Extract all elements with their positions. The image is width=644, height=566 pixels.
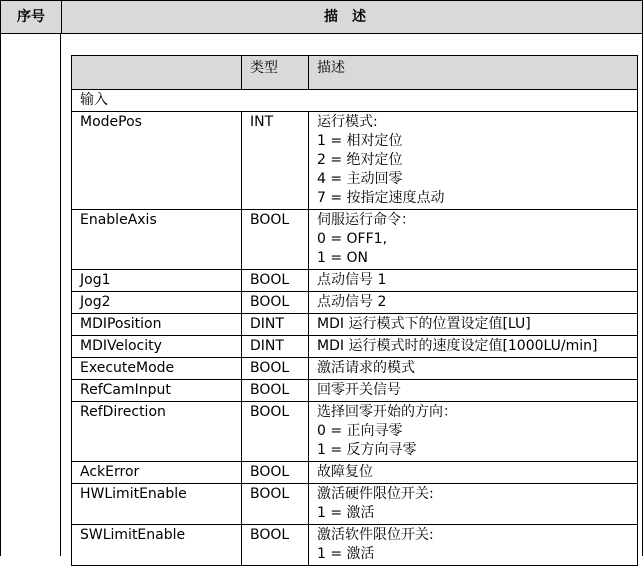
param-type-cell: DINT bbox=[242, 336, 309, 358]
table-row bbox=[72, 484, 638, 525]
outer-column-divider bbox=[60, 34, 61, 556]
param-name-cell: EnableAxis bbox=[72, 210, 242, 270]
description-line: 激活软件限位开关: bbox=[317, 527, 434, 543]
header-description-cell: 描述 bbox=[309, 56, 638, 90]
param-description-cell bbox=[309, 525, 638, 566]
param-name-cell: HWLimitEnable bbox=[72, 484, 242, 525]
param-name-cell: ModePos bbox=[72, 112, 242, 210]
param-type-cell: BOOL bbox=[242, 270, 309, 292]
param-type-cell: BOOL bbox=[242, 380, 309, 402]
param-name-cell: Jog2 bbox=[72, 292, 242, 314]
param-name-cell: MDIPosition bbox=[72, 314, 242, 336]
parameter-table bbox=[71, 55, 638, 566]
param-type-cell: BOOL bbox=[242, 292, 309, 314]
table-row bbox=[72, 292, 638, 314]
param-description-cell bbox=[309, 402, 638, 462]
param-description-cell bbox=[309, 358, 638, 380]
description-line: 1 = 相对定位 bbox=[317, 133, 403, 149]
param-name-cell: Jog1 bbox=[72, 270, 242, 292]
description-line: 回零开关信号 bbox=[317, 382, 401, 398]
description-line: 7 = 按指定速度点动 bbox=[317, 190, 445, 206]
param-type-cell: BOOL bbox=[242, 462, 309, 484]
section-row bbox=[72, 90, 638, 112]
param-description-cell bbox=[309, 462, 638, 484]
param-name-cell: RefCamInput bbox=[72, 380, 242, 402]
section-label: 输入 bbox=[72, 90, 638, 112]
header-name-cell bbox=[72, 56, 242, 90]
param-type-cell: BOOL bbox=[242, 484, 309, 525]
description-line: 激活请求的模式 bbox=[317, 360, 415, 376]
param-description-cell bbox=[309, 380, 638, 402]
param-description-cell bbox=[309, 112, 638, 210]
table-row bbox=[72, 525, 638, 566]
param-name-cell: MDIVelocity bbox=[72, 336, 242, 358]
table-row bbox=[72, 210, 638, 270]
param-type-cell: INT bbox=[242, 112, 309, 210]
header-type-cell: 类型 bbox=[242, 56, 309, 90]
param-description-cell bbox=[309, 314, 638, 336]
param-type-cell: BOOL bbox=[242, 358, 309, 380]
table-row bbox=[72, 270, 638, 292]
description-line: 1 = 激活 bbox=[317, 546, 375, 562]
table-row bbox=[72, 336, 638, 358]
param-type-cell: BOOL bbox=[242, 210, 309, 270]
description-line: 运行模式: bbox=[317, 114, 378, 130]
description-line: 伺服运行命令： bbox=[317, 212, 415, 228]
param-type-cell: BOOL bbox=[242, 525, 309, 566]
outer-right-border bbox=[642, 34, 643, 556]
description-line: 4 = 主动回零 bbox=[317, 171, 403, 187]
param-name-cell: AckError bbox=[72, 462, 242, 484]
description-line: 2 = 绝对定位 bbox=[317, 152, 403, 168]
table-row bbox=[72, 402, 638, 462]
description-line: MDI 运行模式时的速度设定值[1000LU/min] bbox=[317, 338, 598, 354]
param-description-cell bbox=[309, 292, 638, 314]
param-description-cell bbox=[309, 336, 638, 358]
table-row bbox=[72, 462, 638, 484]
param-name-cell: ExecuteMode bbox=[72, 358, 242, 380]
table-row bbox=[72, 358, 638, 380]
param-name-cell: SWLimitEnable bbox=[72, 525, 242, 566]
description-line: 0 = 正向寻零 bbox=[317, 423, 403, 439]
description-line: 激活硬件限位开关: bbox=[317, 486, 434, 502]
param-description-cell bbox=[309, 210, 638, 270]
description-line: 点动信号 1 bbox=[317, 272, 387, 288]
param-type-cell: BOOL bbox=[242, 402, 309, 462]
description-line: 故障复位 bbox=[317, 464, 373, 480]
description-line: 1 = 反方向寻零 bbox=[317, 442, 417, 458]
description-line: 1 = ON bbox=[317, 250, 369, 266]
header-seq-cell: 序号 bbox=[1, 1, 62, 33]
table-row bbox=[72, 112, 638, 210]
table-row bbox=[72, 380, 638, 402]
header-desc-cell: 描述 bbox=[324, 9, 380, 25]
parameter-table-header-row bbox=[72, 56, 638, 90]
description-line: 1 = 激活 bbox=[317, 505, 375, 521]
param-type-cell: DINT bbox=[242, 314, 309, 336]
param-name-cell: RefDirection bbox=[72, 402, 242, 462]
param-description-cell bbox=[309, 270, 638, 292]
description-line: 点动信号 2 bbox=[317, 294, 387, 310]
outer-table-header bbox=[0, 0, 643, 34]
description-line: MDI 运行模式下的位置设定值[LU] bbox=[317, 316, 531, 332]
outer-left-border bbox=[0, 34, 1, 556]
param-description-cell bbox=[309, 484, 638, 525]
description-line: 选择回零开始的方向： bbox=[317, 404, 457, 420]
table-row bbox=[72, 314, 638, 336]
description-line: 0 = OFF1, bbox=[317, 231, 388, 247]
